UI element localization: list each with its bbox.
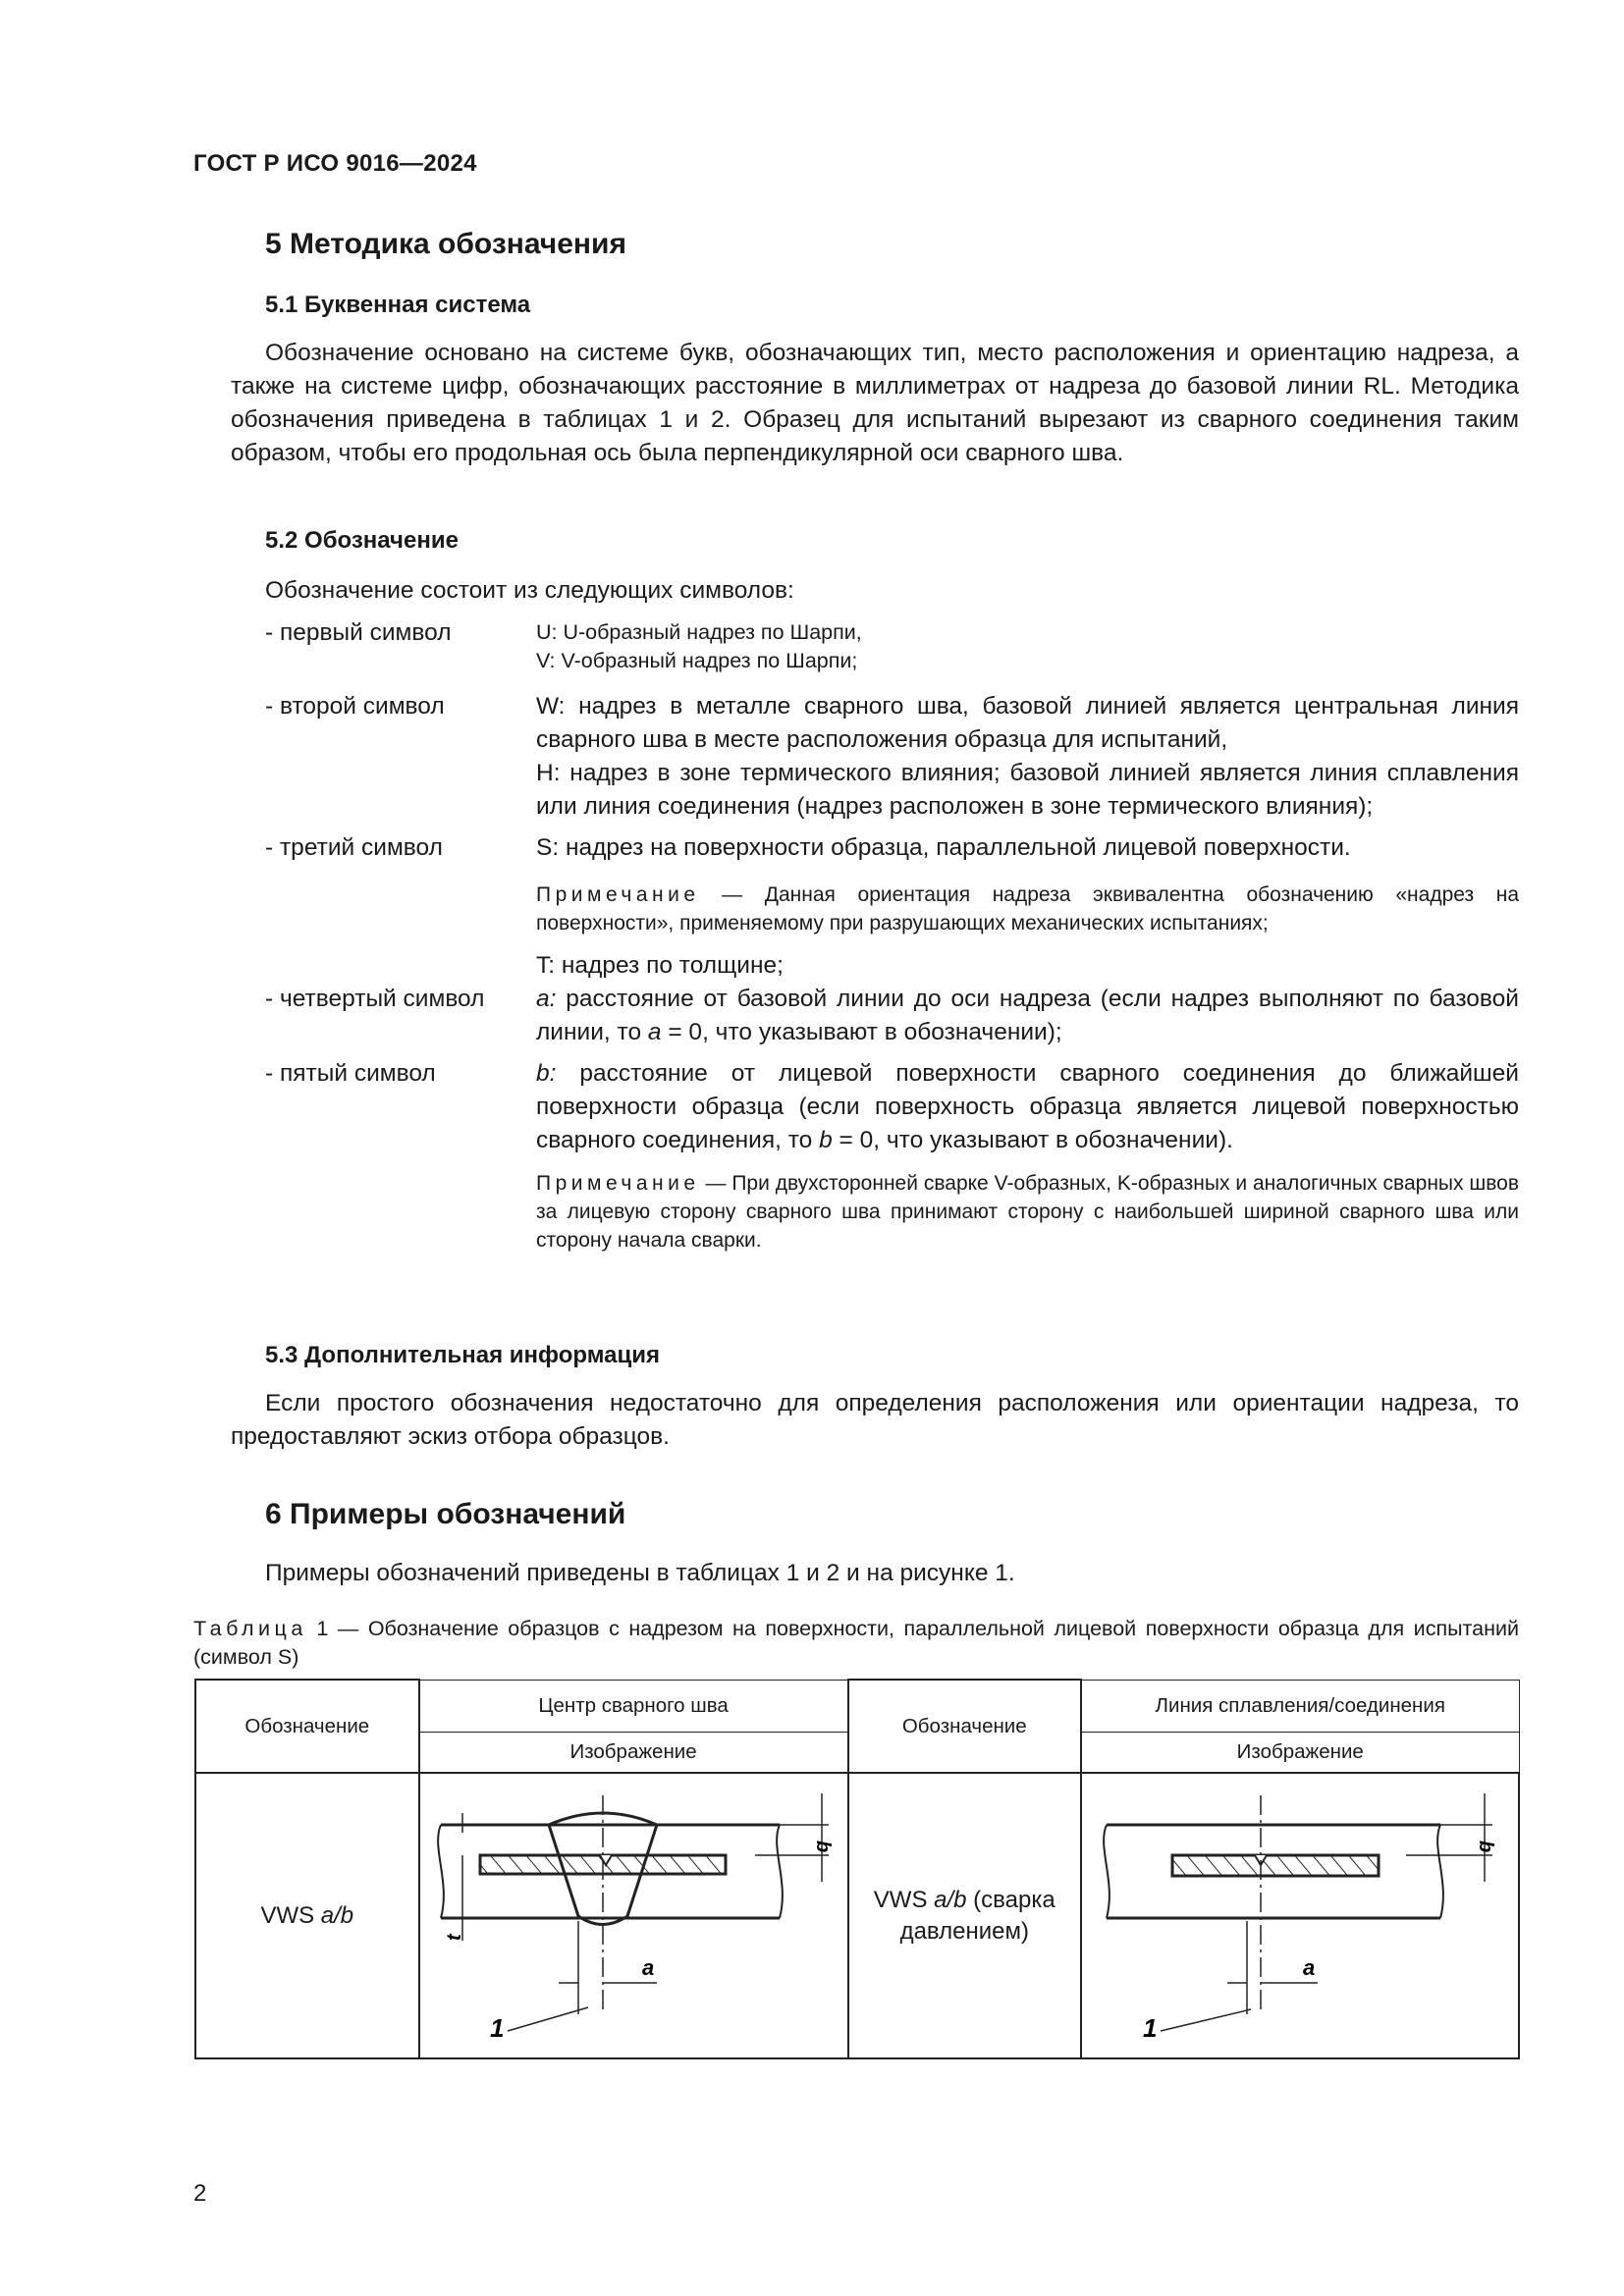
symbol-1-row [265,616,1519,675]
table-1-caption: Таблица 1 — Обозначение образцов с надрезом на поверхности, параллельной лицевой поверхности образца для испытаний (символ S) [193,1617,1519,1669]
fusion-line-drawing [1082,1774,1518,2052]
header-image-right: Изображение [1081,1732,1519,1773]
image-fusion-line [1081,1773,1519,2058]
note-1: Примечание — Данная ориентация надреза эквивалентна обозначению «надрез на поверхности», применяемому при разрушающих механических испытаниях; [536,883,1519,934]
section-5-2-intro: Обозначение состоит из следующих символов: [265,577,794,604]
weld-center-drawing [421,1774,846,2052]
dim-b-right: b [1475,1841,1496,1853]
dim-a-right: a [1303,1955,1316,1980]
section-5-1-title: 5.1 Буквенная система [265,292,531,318]
symbol-3-term: - третий символ [265,834,443,861]
callout-1-right: 1 [1143,2013,1158,2043]
callout-1: 1 [489,2013,505,2043]
symbol-5-row [265,1057,1519,1255]
image-weld-center [419,1773,848,2058]
dim-t: t [443,1934,465,1941]
header-fusion-line: Линия сплавления/соединения [1081,1680,1519,1732]
section-5-3-title: 5.3 Дополнительная информация [265,1342,660,1368]
symbol-5-term: - пятый символ [265,1060,436,1087]
symbol-2-row [265,690,1519,824]
section-5-title: 5 Методика обозначения [265,228,626,260]
page-number: 2 [193,2180,207,2207]
symbol-4-term: - четвертый символ [265,986,485,1012]
symbol-5-desc: b: расстояние от лицевой поверхности сварного соединения до ближайшей поверхности образца (если поверхность образца является лицевой поверхностью сварного соединения, то b = 0, что указывают в обозначении). Примечание — При двухсторонней сварке V-образных, K-образных и аналогичных сварных швов за лицевую сторону сварного шва принимают сторону с наибольшей шириной сварного шва или сторону начала сварки. [536,1057,1519,1255]
header-designation-left: Обозначение [195,1680,419,1773]
document-header: ГОСТ Р ИСО 9016—2024 [193,150,477,177]
table-1 [194,1679,1520,2059]
symbol-1-desc: U: U-образный надрез по Шарпи, V: V-образный надрез по Шарпи; [536,620,862,672]
section-6-intro: Примеры обозначений приведены в таблицах 1 и 2 и на рисунке 1. [265,1560,1015,1586]
note-2: Примечание — При двухсторонней сварке V-образных, K-образных и аналогичных сварных швов за лицевую сторону сварного шва принимают сторону с наибольшей шириной сварного шва или сторону начала сварки. [536,1172,1519,1252]
section-5-2-title: 5.2 Обозначение [265,527,459,554]
symbol-list [265,616,1519,1255]
symbol-4-desc: a: расстояние от базовой линии до оси надреза (если надрез выполняют по базовой линии, то a = 0, что указывают в обозначении); [536,986,1519,1045]
specimen-hatched-right [1172,1855,1379,1876]
symbol-1-term: - первый символ [265,619,452,646]
header-weld-center: Центр сварного шва [419,1680,848,1732]
header-designation-right: Обозначение [848,1680,1081,1773]
symbol-2-desc: W: надрез в металле сварного шва, базовой линией является центральная линия сварного шва в месте расположения образца для испытаний, H: надрез в зоне термического влияния; базовой линией является линия сплавления или линия соединения (надрез расположен в зоне термического влияния); [536,693,1519,820]
symbol-3-row [265,831,1519,983]
section-6-title: 6 Примеры обозначений [265,1498,626,1530]
dim-b: b [811,1841,834,1853]
header-image-left: Изображение [419,1732,848,1773]
dim-a: a [641,1955,654,1980]
symbol-3-desc: S: надрез на поверхности образца, параллельной лицевой поверхности. Примечание — Данная ориентация надреза эквивалентна обозначению «надрез на поверхности», применяемому при разрушающих механических испытаниях; T: надрез по толщине; [536,834,1519,979]
symbol-4-row [265,983,1519,1049]
designation-vws-weld: VWS a/b [195,1773,419,2058]
section-5-1-text: Обозначение основано на системе букв, обозначающих тип, место расположения и ориентацию надреза, а также на системе цифр, обозначающих расстояние в миллиметрах от надреза до базовой линии RL. Методика обозначения приведена в таблицах 1 и 2. Образец для испытаний вырезают из сварного соединения таким образом, чтобы его продольная ось была перпендикулярной оси сварного шва. [231,340,1519,466]
section-5-3-text: Если простого обозначения недостаточно для определения расположения или ориентации надреза, то предоставляют эскиз отбора образцов. [231,1390,1519,1450]
symbol-2-term: - второй символ [265,693,445,720]
designation-vws-pressure: VWS a/b (сварка давлением) [848,1773,1081,2058]
